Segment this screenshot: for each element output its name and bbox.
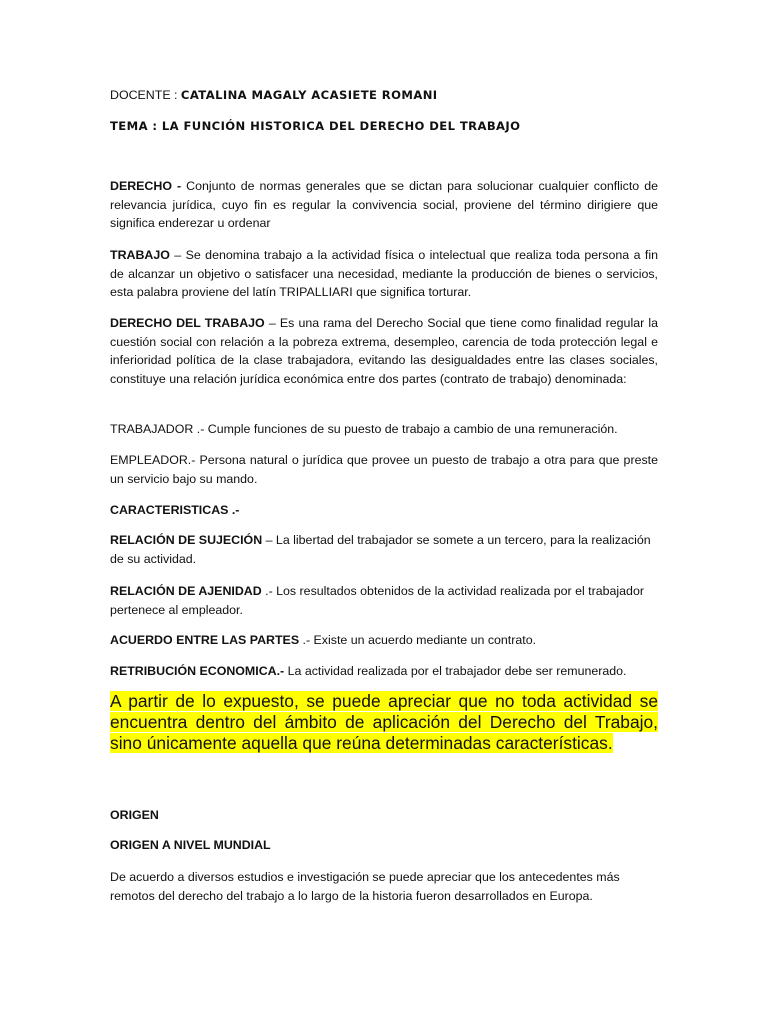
origen-heading: ORIGEN (110, 808, 159, 822)
derecho-paragraph (110, 177, 658, 233)
caracteristica-term: RELACIÓN DE AJENIDAD (110, 584, 262, 598)
trabajador-paragraph: TRABAJADOR .- Cumple funciones de su puesto de trabajo a cambio de una remuneración. (110, 422, 618, 436)
tema-title: TEMA : LA FUNCIÓN HISTORICA DEL DERECHO DEL TRABAJO (110, 119, 521, 133)
derecho-text: Conjunto de normas generales que se dictan para solucionar cualquier conflicto de relevancia jurídica, cuyo fin es regular la convivencia social, proviene del término dirigiere que significa enderezar u ordenar (110, 179, 658, 231)
derecho-term: DERECHO - (110, 179, 182, 193)
caracteristica-term: RELACIÓN DE SUJECIÓN (110, 533, 263, 547)
caracteristica-text: – La libertad del trabajador se somete a un tercero, para la realización de su actividad. (110, 533, 651, 566)
docente-line (110, 86, 658, 104)
docente-name: CATALINA MAGALY ACASIETE ROMANI (180, 88, 438, 102)
origen-paragraph: De acuerdo a diversos estudios e investigación se puede apreciar que los antecedentes más remotos del derecho del trabajo a lo largo de la historia fueron desarrollados en Europa. (110, 870, 620, 903)
derecho-trabajo-term: DERECHO DEL TRABAJO (110, 316, 265, 330)
caracteristica-item (110, 662, 658, 681)
highlighted-text: A partir de lo expuesto, se puede apreciar que no toda actividad se encuentra dentro del ámbito de aplicación del Derecho del Trabajo, sino únicamente aquella que reúna determinadas características. (110, 691, 658, 753)
highlighted-conclusion (110, 691, 658, 754)
empleador-paragraph: EMPLEADOR.- Persona natural o jurídica que provee un puesto de trabajo a otra para que preste un servicio bajo su mando. (110, 453, 658, 486)
trabajo-paragraph (110, 246, 658, 302)
caracteristica-text: .- Existe un acuerdo mediante un contrato. (299, 633, 537, 647)
caracteristica-item (110, 631, 658, 650)
caracteristica-term: RETRIBUCIÓN ECONOMICA.- (110, 664, 285, 678)
trabajo-term: TRABAJO (110, 248, 170, 262)
caracteristica-text: La actividad realizada por el trabajador debe ser remunerado. (284, 664, 627, 678)
trabajo-text: – Se denomina trabajo a la actividad física o intelectual que realiza toda persona a fin de alcanzar un objetivo o satisfacer una necesidad, mediante la producción de bienes o servicios, esta palabra proviene del latín TRIPALLIARI que significa torturar. (110, 248, 658, 300)
caracteristica-text: .- Los resultados obtenidos de la actividad realizada por el trabajador pertenece al empleador. (110, 584, 644, 617)
docente-label: DOCENTE : (110, 88, 181, 102)
derecho-trabajo-paragraph (110, 314, 658, 388)
document-page (110, 0, 658, 1024)
caracteristica-term: ACUERDO ENTRE LAS PARTES (110, 633, 300, 647)
derecho-trabajo-text: – Es una rama del Derecho Social que tiene como finalidad regular la cuestión social con relación a la pobreza extrema, desempleo, carencia de toda protección legal e inferioridad política de la clase trabajadora, evitando las desigualdades entre las clases sociales, constituye una relación jurídica económica entre dos partes (contrato de trabajo) denominada: (110, 316, 658, 386)
caracteristicas-heading: CARACTERISTICAS .- (110, 503, 240, 517)
origen-subheading: ORIGEN A NIVEL MUNDIAL (110, 838, 271, 852)
caracteristica-item (110, 531, 658, 568)
caracteristica-item (110, 582, 658, 619)
